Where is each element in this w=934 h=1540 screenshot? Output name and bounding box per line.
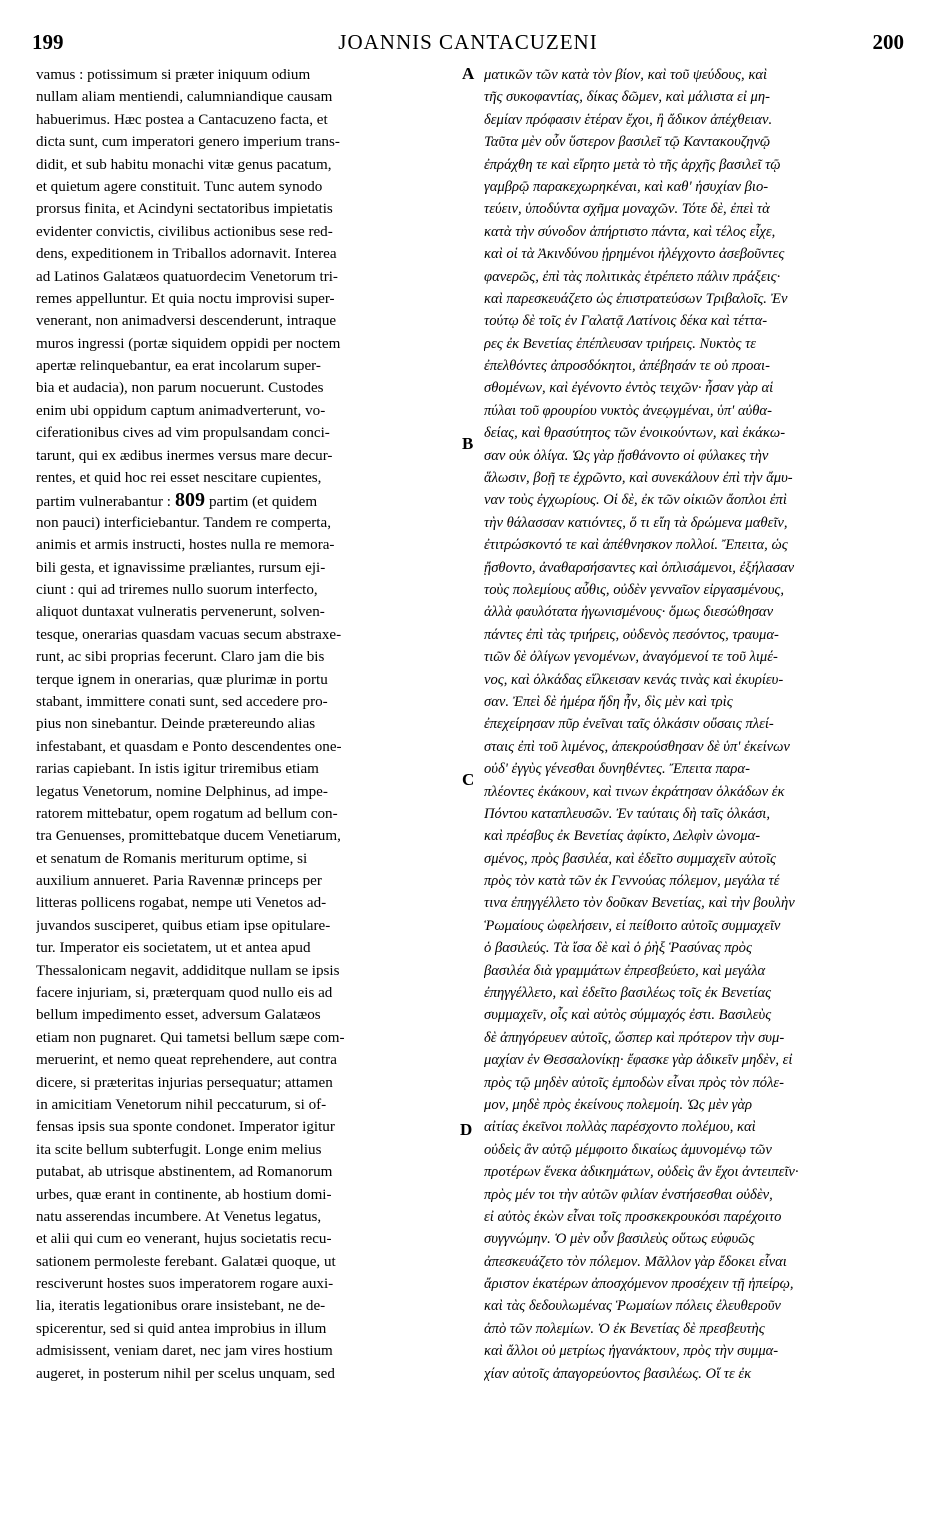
greek-line bbox=[484, 512, 902, 534]
greek-line-text: πρὸς τῷ μηδὲν αὐτοῖς ἐμποδὼν εἶναι πρὸς τὸν πόλε- bbox=[484, 1074, 784, 1091]
greek-line bbox=[484, 355, 902, 377]
latin-line-text: spicerentur, sed si quid antea improbius in illum bbox=[36, 1320, 327, 1337]
greek-line bbox=[484, 288, 902, 310]
latin-line-text: dicta sunt, cum imperatori genero imperium trans- bbox=[36, 134, 340, 151]
greek-line bbox=[484, 915, 902, 937]
greek-line-text: ᾔσθοντο, ἀναθαρσήσαντες καὶ ὁπλισάμενοι, ἐξήλασαν bbox=[484, 559, 795, 576]
latin-line bbox=[36, 310, 456, 332]
greek-line bbox=[484, 400, 902, 422]
latin-column bbox=[36, 64, 456, 1385]
latin-line-text: tra Genuenses, promittebatque ducem Venetiarum, bbox=[36, 828, 341, 845]
page-header bbox=[32, 30, 904, 60]
latin-line bbox=[36, 892, 456, 914]
page-number-right: 200 bbox=[872, 30, 904, 54]
latin-line bbox=[36, 288, 456, 310]
greek-line-text: προτέρων ἕνεκα ἀδικημάτων, οὐδεὶς ἂν ἔχοι ἀντειπεῖν· bbox=[484, 1164, 799, 1181]
greek-line bbox=[484, 266, 902, 288]
greek-line bbox=[484, 870, 902, 892]
latin-line bbox=[36, 803, 456, 825]
latin-line-text: et senatum de Romanis meriturum optime, si bbox=[36, 850, 308, 867]
latin-line-text: ciferationibus cives ad vim propulsandam conci- bbox=[36, 425, 330, 442]
greek-line-text: συγγνώμην. Ὁ μὲν οὖν βασιλεὺς οὕτως εὐφυῶς bbox=[484, 1231, 755, 1248]
greek-line-text: σταις ἐπὶ τοῦ λιμένος, ἀπεκρούσθησαν δὲ ὑπ' ἐκείνων bbox=[484, 738, 790, 755]
greek-line bbox=[484, 310, 902, 332]
greek-line bbox=[484, 758, 902, 780]
running-title: JOANNIS CANTACUZENI bbox=[338, 30, 598, 54]
greek-line-text: νος, καὶ ὁλκάδας εἵλκεισαν κενάς τινὰς καὶ ἐκυρίευ- bbox=[484, 671, 784, 688]
latin-line bbox=[36, 1004, 456, 1026]
greek-line-text: ἀλλὰ φαυλότατα ἠγωνισμένους· ὅμως διεσώθησαν bbox=[484, 604, 774, 621]
greek-line-text: τεύειν, ὑποδύντα σχῆμα μοναχῶν. Τότε δὲ, ἐπεὶ τὰ bbox=[484, 201, 770, 218]
latin-line-text: et quietum agere constituit. Tunc autem synodo bbox=[36, 178, 323, 195]
greek-line-text: ρες ἐκ Βενετίας ἐπέπλευσαν τριήρεις. Νυκτὸς τε bbox=[484, 335, 757, 352]
latin-line bbox=[36, 691, 456, 713]
latin-line-text: bili gesta, et ignavissime præliantes, rursum eji- bbox=[36, 559, 326, 576]
latin-line bbox=[36, 1072, 456, 1094]
greek-line-text: πλέοντες ἐκάκουν, καὶ τινων ἐκράτησαν ὁλκάδων ἐκ bbox=[484, 783, 785, 800]
greek-line bbox=[484, 1161, 902, 1183]
latin-line-text: dens, expeditionem in Triballos adornavit. Interea bbox=[36, 246, 337, 263]
latin-line bbox=[36, 467, 456, 489]
greek-line bbox=[484, 1139, 902, 1161]
latin-line bbox=[36, 624, 456, 646]
greek-line bbox=[484, 333, 902, 355]
latin-line bbox=[36, 646, 456, 668]
latin-line-text: partim vulnerabantur : bbox=[36, 494, 171, 511]
latin-line-text: bia et audacia), non parum nocuerunt. Custodes bbox=[36, 380, 324, 397]
latin-line-text: didit, et sub habitu monachi vitæ genus pacatum, bbox=[36, 156, 332, 173]
greek-line bbox=[484, 243, 902, 265]
section-marker-b: B bbox=[462, 434, 474, 453]
greek-line bbox=[484, 489, 902, 511]
latin-line-text: aliquot duntaxat vulneratis pervenerunt, solven- bbox=[36, 604, 325, 621]
greek-line-text: ἄριστον ἑκατέρων ἀποσχόμενον προσέχειν τῇ ἠπείρῳ, bbox=[484, 1276, 794, 1293]
greek-line-text: δὲ ἀπηγόρευεν αὐτοῖς, ὥσπερ καὶ πρότερον τὴν συμ- bbox=[484, 1029, 785, 1046]
latin-line-text: sationem permoleste ferebant. Galatæi quoque, ut bbox=[36, 1253, 336, 1270]
greek-line-text: Ῥωμαίους ὠφελήσειν, εἰ πείθοιτο αὐτοῖς συμμαχεῖν bbox=[484, 917, 781, 934]
greek-line-text: ἀπεσκευάζετο τὸν πόλεμον. Μᾶλλον γὰρ ἔδοκει εἶναι bbox=[484, 1253, 787, 1270]
section-marker-d: D bbox=[460, 1120, 473, 1139]
latin-line bbox=[36, 489, 456, 511]
latin-line-text: admisissent, veniam daret, nec jam vires hostium bbox=[36, 1343, 333, 1360]
greek-line-text: Ταῦτα μὲν οὖν ὕστερον βασιλεῖ τῷ Καντακουζηνῷ bbox=[484, 134, 771, 151]
latin-line bbox=[36, 1139, 456, 1161]
greek-line bbox=[484, 736, 902, 758]
greek-line bbox=[484, 646, 902, 668]
latin-line bbox=[36, 1027, 456, 1049]
greek-line-text: πρὸς μέν τοι τὴν αὐτῶν φιλίαν ἐνστήσεσθαι οὐδὲν, bbox=[484, 1186, 773, 1203]
latin-line bbox=[36, 512, 456, 534]
inline-page-number: 809 bbox=[174, 489, 205, 512]
latin-line-text: urbes, quæ erant in continente, ab hostium domi- bbox=[36, 1186, 332, 1203]
latin-line-text: non pauci) interficiebantur. Tandem re comperta, bbox=[36, 514, 331, 531]
latin-line-text: putabat, ab utrisque abstinentem, ad Romanorum bbox=[36, 1164, 333, 1181]
greek-line-text: φανερῶς, ἐπὶ τὰς πολιτικὰς ἐτρέπετο πάλιν πράξεις· bbox=[484, 268, 781, 285]
latin-line-text: partim (et quidem bbox=[208, 494, 318, 511]
greek-line bbox=[484, 1027, 902, 1049]
greek-line bbox=[484, 422, 902, 444]
latin-line bbox=[36, 982, 456, 1004]
greek-line bbox=[484, 937, 902, 959]
latin-line bbox=[36, 960, 456, 982]
latin-line bbox=[36, 176, 456, 198]
latin-line-text: evidenter convictis, civilibus actionibus sese red- bbox=[36, 223, 333, 240]
latin-line bbox=[36, 915, 456, 937]
latin-line-text: et alii qui cum eo venerant, hujus societatis recu- bbox=[36, 1231, 332, 1248]
latin-line-text: litteras pollicens rogabat, nempe uti Venetos ad- bbox=[36, 895, 327, 912]
latin-line bbox=[36, 64, 456, 86]
greek-line bbox=[484, 1094, 902, 1116]
greek-line-text: οὐδεὶς ἂν αὐτῷ μέμφοιτο δικαίως ἀμυνομένῳ τῶν bbox=[484, 1141, 772, 1158]
greek-line bbox=[484, 86, 902, 108]
latin-line-text: venerant, non animadversi descenderunt, intraque bbox=[36, 313, 337, 330]
greek-line-text: τῆς συκοφαντίας, δίκας δῶμεν, καὶ μάλιστα εἰ μη- bbox=[484, 89, 770, 106]
greek-line-text: γαμβρῷ παρακεχωρηκέναι, καὶ καθ' ἡσυχίαν βιο- bbox=[484, 178, 769, 195]
greek-line bbox=[484, 176, 902, 198]
latin-line-text: habuerimus. Hæc postea a Cantacuzeno facta, et bbox=[36, 111, 328, 128]
latin-line-text: augeret, in posterum nihil per scelus unquam, sed bbox=[36, 1365, 335, 1382]
latin-line-text: animis et armis instructi, hostes nulla re memora- bbox=[36, 537, 335, 554]
greek-line bbox=[484, 1116, 902, 1138]
latin-line bbox=[36, 781, 456, 803]
greek-line-text: καὶ παρεσκευάζετο ὡς ἐπιστρατεύσων Τριβαλοῖς. Ἐν bbox=[484, 290, 788, 307]
greek-line-text: ἐπελθόντες ἀπροσδόκητοι, ἀπέβησάν τε οὐ προαι- bbox=[484, 358, 770, 375]
latin-line-text: pius non sinebantur. Deinde prætereundo alias bbox=[36, 716, 316, 733]
latin-line-text: bellum impedimento esset, adversum Galatæos bbox=[36, 1007, 321, 1024]
latin-line-text: juvandos susciperet, quibus etiam ipse opitulare- bbox=[36, 917, 331, 934]
greek-line bbox=[484, 713, 902, 735]
greek-line bbox=[484, 1049, 902, 1071]
greek-line bbox=[484, 131, 902, 153]
greek-line bbox=[484, 198, 902, 220]
latin-line-text: dicere, si præteritas injurias persequatur; attamen bbox=[36, 1074, 333, 1091]
greek-line-text: καὶ ἄλλοι οὐ μετρίως ἠγανάκτουν, πρὸς τὴν συμμα- bbox=[484, 1343, 779, 1360]
latin-line bbox=[36, 154, 456, 176]
latin-line bbox=[36, 131, 456, 153]
latin-line bbox=[36, 266, 456, 288]
greek-line-text: τινα ἐπηγγέλλετο τὸν δοῦκαν Βενετίας, καὶ τὴν βουλὴν bbox=[484, 895, 795, 912]
greek-line bbox=[484, 1340, 902, 1362]
greek-line bbox=[484, 64, 902, 86]
greek-line-text: καὶ τὰς δεδουλωμένας Ῥωμαίων πόλεις ἐλευθεροῦν bbox=[484, 1298, 781, 1315]
greek-line-text: εἰ αὐτὸς ἑκὼν εἶναι τοῖς προσκεκρουκόσι παρέχοιτο bbox=[484, 1208, 782, 1225]
greek-line bbox=[484, 154, 902, 176]
latin-line bbox=[36, 937, 456, 959]
greek-line bbox=[484, 669, 902, 691]
latin-line bbox=[36, 1228, 456, 1250]
latin-line bbox=[36, 736, 456, 758]
latin-line bbox=[36, 1161, 456, 1183]
greek-line bbox=[484, 467, 902, 489]
latin-line-text: terque ignem in onerarias, quæ plurimæ in portu bbox=[36, 671, 328, 688]
greek-line bbox=[484, 691, 902, 713]
greek-line bbox=[484, 1004, 902, 1026]
latin-line-text: nullam aliam mentiendi, calumniandique causam bbox=[36, 89, 333, 106]
greek-line-text: τιῶν δὲ ὀλίγων γενομένων, ἀναγόμενοί τε τοῦ λιμέ- bbox=[484, 649, 778, 666]
greek-line-text: τοὺς πολεμίους αὖθις, οὐδὲν γενναῖον εἰργασμένους, bbox=[484, 581, 784, 598]
latin-line-text: ciunt : qui ad triremes nullo suorum interfecto, bbox=[36, 581, 318, 598]
greek-line bbox=[484, 601, 902, 623]
latin-line bbox=[36, 870, 456, 892]
latin-line bbox=[36, 109, 456, 131]
greek-line bbox=[484, 377, 902, 399]
greek-line-text: δείας, καὶ θρασύτητος τῶν ἐνοικούντων, καὶ ἐκάκω- bbox=[484, 425, 786, 442]
latin-line-text: infestabant, et quasdam e Ponto descendentes one- bbox=[36, 738, 342, 755]
section-marker-a: A bbox=[462, 64, 475, 83]
greek-line-text: συμμαχεῖν, οἷς καὶ αὐτὸς σύμμαχός ἐστι. Βασιλεὺς bbox=[484, 1007, 772, 1024]
greek-line bbox=[484, 221, 902, 243]
latin-line bbox=[36, 355, 456, 377]
greek-line-text: ματικῶν τῶν κατὰ τὸν βίον, καὶ τοῦ ψεύδους, καὶ bbox=[484, 67, 768, 83]
page-number-left: 199 bbox=[32, 30, 64, 54]
greek-line-text: ἐπεχείρησαν πῦρ ἐνεῖναι ταῖς ὁλκάσιν οὔσαις πλεί- bbox=[484, 716, 774, 733]
greek-line bbox=[484, 960, 902, 982]
greek-line-text: ναν τοὺς ἐγχωρίους. Οἱ δὲ, ἐκ τῶν οἰκιῶν ἄοπλοι ἐπὶ bbox=[484, 492, 787, 509]
latin-line bbox=[36, 1318, 456, 1340]
greek-line bbox=[484, 781, 902, 803]
greek-line bbox=[484, 557, 902, 579]
latin-line bbox=[36, 1340, 456, 1362]
latin-line bbox=[36, 377, 456, 399]
greek-line-text: καὶ πρέσβυς ἐκ Βενετίας ἀφίκτο, Δελφὶν ὠνομα- bbox=[484, 828, 761, 845]
latin-line-text: in amicitiam Venetorum nihil peccaturum, si of- bbox=[36, 1096, 327, 1113]
latin-line bbox=[36, 1206, 456, 1228]
latin-line bbox=[36, 1295, 456, 1317]
latin-line-text: vamus : potissimum si præter iniquum odium bbox=[36, 67, 311, 83]
greek-line-text: σαν οὐκ ὀλίγα. Ὡς γὰρ ᾔσθάνοντο οἱ φύλακες τὴν bbox=[484, 447, 769, 464]
latin-line-text: remes appelluntur. Et quia noctu improvisi super- bbox=[36, 290, 335, 307]
greek-line bbox=[484, 848, 902, 870]
greek-column bbox=[484, 64, 902, 1385]
greek-line bbox=[484, 1184, 902, 1206]
latin-line bbox=[36, 445, 456, 467]
latin-line bbox=[36, 758, 456, 780]
greek-line-text: ἐπράχθη τε καὶ εἴρητο μετὰ τὸ τῆς ἀρχῆς βασιλεῖ τῷ bbox=[484, 156, 781, 173]
latin-line bbox=[36, 333, 456, 355]
greek-line-text: σαν. Ἐπεὶ δὲ ἡμέρα ἤδη ἦν, δὶς μὲν καὶ τρὶς bbox=[484, 693, 733, 710]
latin-line bbox=[36, 1116, 456, 1138]
latin-line-text: meruerint, et nemo queat reprehendere, aut contra bbox=[36, 1052, 337, 1069]
greek-line-text: πάντες ἐπὶ τὰς τριήρεις, οὐδενὸς πεσόντος, τραυμα- bbox=[484, 626, 779, 643]
greek-line bbox=[484, 1228, 902, 1250]
latin-line bbox=[36, 1273, 456, 1295]
greek-line-text: ὁ βασιλεύς. Τὰ ἴσα δὲ καὶ ὁ ῥὴξ Ῥασύνας πρὸς bbox=[484, 940, 752, 957]
latin-line bbox=[36, 198, 456, 220]
section-marker-c: C bbox=[462, 770, 475, 789]
greek-line-text: δεμίαν πρόφασιν ἑτέραν ἔχοι, ἢ ἄδικον ἀπέχθειαν. bbox=[484, 111, 773, 128]
latin-line-text: etiam non pugnaret. Qui tametsi bellum sæpe com- bbox=[36, 1029, 345, 1046]
greek-line bbox=[484, 109, 902, 131]
greek-line-text: ἐτιτρώσκοντό τε καὶ ἀπέθνησκον πολλοί. Ἔπειτα, ὡς bbox=[484, 537, 788, 554]
greek-line bbox=[484, 579, 902, 601]
latin-line bbox=[36, 557, 456, 579]
latin-line bbox=[36, 848, 456, 870]
latin-line-text: apertæ relinquebantur, ea erat incolarum super- bbox=[36, 358, 321, 375]
latin-line-text: runt, ac sibi proprias fecerunt. Claro jam die bis bbox=[36, 649, 325, 666]
latin-line-text: tesque, onerarias quasdam vacuas secum abstraxe- bbox=[36, 626, 342, 643]
latin-line-text: rentes, et quid hoc rei esset nescitare cupientes, bbox=[36, 470, 322, 487]
latin-line bbox=[36, 400, 456, 422]
latin-line bbox=[36, 713, 456, 735]
latin-line bbox=[36, 1184, 456, 1206]
greek-line bbox=[484, 1251, 902, 1273]
greek-line-text: ἀπὸ τῶν πολεμίων. Ὁ ἐκ Βενετίας δὲ πρεσβευτὴς bbox=[484, 1320, 765, 1337]
greek-line bbox=[484, 892, 902, 914]
greek-line-text: μον, μηδὲ πρὸς ἐκείνους πολεμοίη. Ὡς μὲν γὰρ bbox=[484, 1096, 752, 1113]
greek-line-text: ἅλωσιν, βοῇ τε ἐχρῶντο, καὶ συνεκάλουν ἐπὶ τὴν ἄμυ- bbox=[484, 470, 793, 487]
latin-line bbox=[36, 243, 456, 265]
greek-line-text: τούτῳ δὲ τοῖς ἐν Γαλατᾷ Λατίνοις δέκα καὶ τέττα- bbox=[484, 313, 768, 330]
latin-line bbox=[36, 1251, 456, 1273]
latin-line bbox=[36, 221, 456, 243]
latin-line bbox=[36, 422, 456, 444]
latin-line-text: ratorem mittebatur, opem rogatum ad bellum con- bbox=[36, 805, 338, 822]
greek-line-text: μαχίαν ἐν Θεσσαλονίκῃ· ἔφασκε γὰρ ἀδικεῖν μηδὲν, εἰ bbox=[484, 1052, 793, 1069]
greek-line bbox=[484, 1318, 902, 1340]
latin-line-text: lia, iteratis legationibus orare insistebant, ne de- bbox=[36, 1298, 326, 1315]
greek-line-text: ἐπηγγέλλετο, καὶ ἐδεῖτο βασιλέως τοῖς ἐκ Βενετίας bbox=[484, 985, 772, 1002]
latin-line-text: legatus Venetorum, nomine Delphinus, ad impe- bbox=[36, 783, 328, 800]
greek-line-text: οὐδ' ἐγγὺς γένεσθαι δυνηθέντες. Ἔπειτα παρα- bbox=[484, 761, 750, 778]
latin-line-text: rarias capiebant. In istis igitur triremibus etiam bbox=[36, 761, 319, 778]
greek-line bbox=[484, 803, 902, 825]
latin-line bbox=[36, 1363, 456, 1385]
latin-line-text: stabant, immittere conati sunt, sed accedere pro- bbox=[36, 693, 328, 710]
greek-line-text: τὴν θάλασσαν κατιόντες, ὅ τι εἴη τὰ δρώμενα μαθεῖν, bbox=[484, 514, 788, 531]
greek-line-text: κατὰ τὴν σύνοδον ἀπήρτιστο πάντα, καὶ τέλος εἶχε, bbox=[484, 223, 776, 240]
greek-line bbox=[484, 534, 902, 556]
latin-line-text: tarunt, qui ex ædibus inermes versus mare decur- bbox=[36, 447, 333, 464]
latin-line bbox=[36, 601, 456, 623]
latin-line-text: tur. Imperator eis societatem, ut et antea apud bbox=[36, 940, 311, 957]
latin-line-text: Thessalonicam negavit, addiditque nullam se ipsis bbox=[36, 962, 340, 979]
greek-line-text: Πόντου καταπλευσῶν. Ἐν ταύταις δὴ ταῖς ὁλκάσι, bbox=[484, 805, 771, 822]
latin-line-text: ad Latinos Galatæos quatuordecim Venetorum tri- bbox=[36, 268, 338, 285]
latin-line bbox=[36, 579, 456, 601]
latin-line bbox=[36, 669, 456, 691]
greek-line bbox=[484, 624, 902, 646]
latin-line-text: facere injuriam, si, præterquam quod nullo eis ad bbox=[36, 985, 333, 1002]
greek-line bbox=[484, 1273, 902, 1295]
latin-line-text: natu asserendas incumbere. At Venetus legatus, bbox=[36, 1208, 322, 1225]
greek-line bbox=[484, 1206, 902, 1228]
latin-line-text: prorsus finita, et Acindyni sectatoribus impietatis bbox=[36, 201, 333, 218]
latin-line bbox=[36, 1049, 456, 1071]
latin-line-text: muros ingressi (portæ siquidem oppidi per noctem bbox=[36, 335, 341, 352]
greek-line-text: χίαν αὐτοῖς ἀπαγορεύοντος βασιλέως. Οἵ τε ἐκ bbox=[484, 1365, 752, 1382]
greek-line-text: βασιλέα διὰ γραμμάτων ἐπρεσβεύετο, καὶ μεγάλα bbox=[484, 962, 766, 979]
greek-line bbox=[484, 1295, 902, 1317]
latin-line-text: fensas ipsis sua sponte condonet. Imperator igitur bbox=[36, 1119, 335, 1136]
latin-line bbox=[36, 825, 456, 847]
latin-line bbox=[36, 534, 456, 556]
greek-line bbox=[484, 982, 902, 1004]
greek-line bbox=[484, 825, 902, 847]
latin-line-text: ita scite bellum subterfugit. Longe enim melius bbox=[36, 1141, 322, 1158]
greek-line bbox=[484, 1363, 902, 1385]
latin-line bbox=[36, 1094, 456, 1116]
greek-line-text: καὶ οἱ τὰ Ἀκινδύνου ᾑρημένοι ἠλέγχοντο ἀσεβοῦντες bbox=[484, 246, 785, 263]
latin-line-text: enim ubi oppidum captum animadverterunt, vo- bbox=[36, 402, 326, 419]
latin-line bbox=[36, 86, 456, 108]
greek-line bbox=[484, 1072, 902, 1094]
greek-line-text: σθομένων, καὶ ἐγένοντο ἐντὸς τειχῶν· ἦσαν γὰρ αἱ bbox=[484, 380, 774, 397]
greek-line-text: πρὸς τὸν κατὰ τῶν ἐκ Γεννούας πόλεμον, μεγάλα τέ bbox=[484, 873, 780, 890]
greek-line-text: σμένος, πρὸς βασιλέα, καὶ ἐδεῖτο συμμαχεῖν αὐτοῖς bbox=[484, 850, 776, 867]
greek-line-text: αἰτίας ἐκεῖνοι πολλὰς παρέσχοντο πολέμου, καὶ bbox=[484, 1119, 756, 1136]
latin-line-text: auxilium annueret. Paria Ravennæ princeps per bbox=[36, 873, 322, 890]
greek-line-text: πύλαι τοῦ φρουρίου νυκτὸς ἀνεῳγμέναι, ὑπ' αὐθα- bbox=[484, 402, 772, 419]
greek-line bbox=[484, 445, 902, 467]
latin-line-text: resciverunt hostes suos imperatorem rogare auxi- bbox=[36, 1276, 334, 1293]
